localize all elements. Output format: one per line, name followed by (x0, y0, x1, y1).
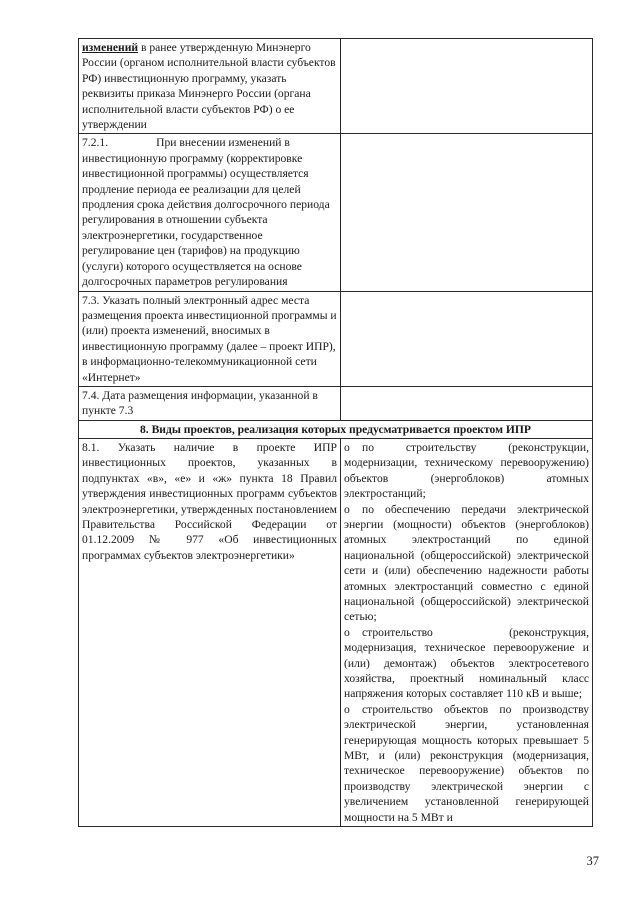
section-8-heading: 8. Виды проектов, реализация которых предусматривается проектом ИПР (79, 420, 593, 438)
page-number: 37 (586, 854, 599, 868)
row-label-text: 7.3. Указать полный электронный адрес места размещения проекта инвестиционной программы и (или) проекта изменений, вносимых в инвестиционную программу (далее – проект ИПР), в информационно-телекоммуникационной сети «Интернет» (82, 293, 337, 384)
list-item: o строительство (реконструкция, модернизация, техническое перевооружение и (или) демонтаж) объектов электросетевого хозяйства, проектный номинальный класс напряжения которых составляет 110 кВ и выше; (344, 625, 589, 701)
table-row (79, 134, 593, 291)
table-row (79, 438, 593, 826)
project-type-list (344, 440, 589, 825)
row-label-cell (79, 39, 341, 134)
row-label-cell (79, 386, 341, 420)
row-label-text: При внесении изменений в инвестиционную программу (корректировке инвестиционной программы) осуществляется продление периода ее реализации для целей продления срока действия долгосрочного периода регулирования в отношении субъекта электроэнергетики, государственное регулирование цен (тарифов) на продукцию (услуги) которого осуществляется на основе долгосрочных параметров регулирования (82, 136, 330, 289)
row-label-text: 7.4. Дата размещения информации, указанной в пункте 7.3 (82, 388, 318, 418)
table-row (79, 39, 593, 134)
row-label-cell (79, 291, 341, 386)
bullet-icon: o (344, 702, 350, 716)
row-value-cell (341, 386, 593, 420)
bullet-icon: o (344, 625, 350, 639)
list-item: o по строительству (реконструкции, модернизации, техническому перевооружению) объектов (энергоблоков) атомных электростанций; (344, 440, 589, 501)
row-value-cell (341, 438, 593, 826)
bold-underlined-word: изменений (82, 41, 139, 54)
row-label-text: в ранее утвержденную Минэнерго России (органом исполнительной власти субъектов РФ) инвестиционную программу, указать реквизиты приказа Минэнерго России (органа исполнительной власти субъектов РФ) о ее утверждении (82, 41, 336, 132)
item-number: 7.2.1. (82, 136, 109, 150)
section-header-row (79, 420, 593, 438)
bullet-icon: o (344, 502, 350, 516)
bullet-icon: o (344, 440, 350, 454)
table-row (79, 291, 593, 386)
row-label-cell (79, 134, 341, 291)
row-value-cell (341, 134, 593, 291)
row-value-cell (341, 39, 593, 134)
list-item: o по обеспечению передачи электрической энергии (мощности) объектов (энергоблоков) атомных электростанций по единой национальной (общероссийской) электрической сети и (или) обеспечению надежности работы атомных электростанций совместно с единой национальной (общероссийской) электрической сетью; (344, 502, 589, 624)
list-item: o строительство объектов по производству электрической энергии, установленная генерирующая мощность которых превышает 5 МВт, и (или) реконструкция (модернизация, техническое перевооружение) объектов по производству электрической энергии с увеличением установленной генерирующей мощности на 5 МВт и (344, 702, 589, 824)
row-label-cell (79, 438, 341, 826)
row-label-text: 8.1. Указать наличие в проекте ИПР инвестиционных проектов, указанных в подпунктах «в», «е» и «ж» пункта 18 Правил утверждения инвестиционных программ субъектов электроэнергетики, утвержденных постановлением Правительства Российской Федерации от 01.12.2009 № 977 «Об инвестиционных программах субъектов электроэнергетики» (82, 440, 337, 562)
document-table (78, 38, 593, 827)
table-row (79, 386, 593, 420)
row-value-cell (341, 291, 593, 386)
